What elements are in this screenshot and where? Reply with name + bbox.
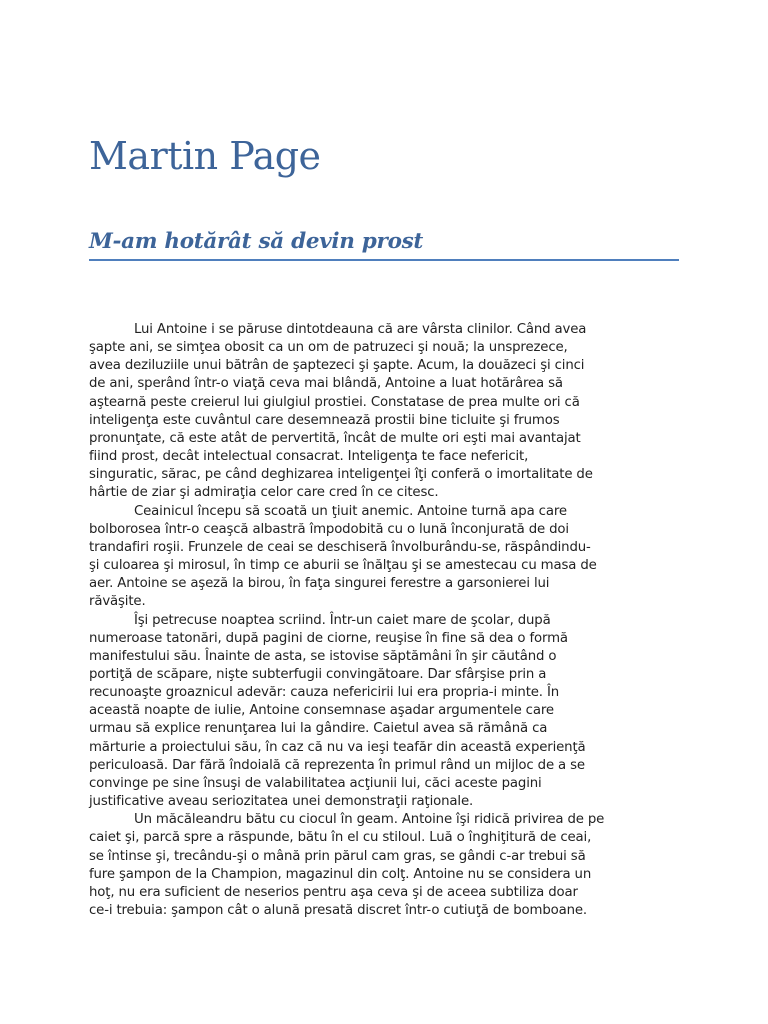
paragraph-line: hoţ, nu era suficient de neserios pentru aşa ceva şi de aceea subtiliza doar: [89, 884, 578, 900]
paragraph-line: se întinse şi, trecându-şi o mână prin părul cam gras, se gândi c-ar trebui să: [89, 848, 586, 864]
paragraph-line: justificative aveau seriozitatea unei demonstraţii raţionale.: [89, 794, 474, 810]
paragraph-line: fure şampon de la Champion, magazinul din colţ. Antoine nu se considera un: [89, 866, 592, 882]
paragraph-first-line: Îşi petrecuse noaptea scriind. Într-un caiet mare de şcolar, după: [134, 612, 551, 628]
paragraph-line: periculoasă. Dar fără îndoială că reprezenta în primul rând un mijloc de a se: [89, 757, 585, 773]
paragraph-line: această noapte de iulie, Antoine consemnase aşadar argumentele care: [89, 703, 554, 719]
paragraph-line: urmau să explice renunţarea lui la gândire. Caietul avea să rămână ca: [89, 721, 548, 737]
paragraph-line: recunoaşte groaznicul adevăr: cauza nefericirii lui era propria-i minte. În: [89, 685, 560, 701]
book-title: M-am hotărât să devin prost: [89, 229, 679, 261]
author-name: Martin Page: [89, 134, 321, 178]
paragraph-line: aştearnă peste creierul lui giulgiul prostiei. Constatase de prea multe ori că: [89, 394, 580, 410]
paragraph-line: mărturie a proiectului său, în caz că nu va ieşi teafăr din această experienţă: [89, 739, 586, 755]
paragraph-line: singuratic, sărac, pe când deghizarea inteligenţei îţi conferă o imortalitate de: [89, 467, 593, 483]
paragraph-line: manifestului său. Înainte de asta, se istovise săptămâni în şir căutând o: [89, 648, 557, 664]
paragraph-line: bolborosea într-o ceaşcă albastră împodobită cu o lună înconjurată de doi: [89, 521, 569, 537]
paragraph-first-line: Ceainicul începu să scoată un ţiuit anemic. Antoine turnă apa care: [134, 503, 567, 519]
paragraph-line: portiţă de scăpare, nişte subterfugii convingătoare. Dar sfârşise prin a: [89, 666, 547, 682]
paragraph-line: aer. Antoine se aşeză la birou, în faţa singurei ferestre a garsonierei lui: [89, 576, 550, 592]
paragraph-line: şi culoarea şi mirosul, în timp ce aburii se înălţau şi se amestecau cu masa de: [89, 558, 597, 574]
paragraph-line: numeroase tatonări, după pagini de ciorne, reuşise în fine să dea o formă: [89, 630, 568, 646]
paragraph-line: fiind prost, decât intelectual consacrat. Inteligenţa te face nefericit,: [89, 449, 529, 465]
paragraph-line: inteligenţa este cuvântul care desemnează prostii bine ticluite şi frumos: [89, 412, 560, 428]
paragraph-first-line: Lui Antoine i se păruse dintotdeauna că are vârsta clinilor. Când avea: [134, 322, 587, 337]
paragraph-line: avea deziluziile unui bătrân de şaptezeci şi şapte. Acum, la douăzeci şi cinci: [89, 358, 585, 374]
paragraph-line: caiet şi, parcă spre a răspunde, bătu în el cu stiloul. Luă o înghiţitură de ceai,: [89, 830, 592, 846]
paragraph-first-line: Un măcăleandru bătu cu ciocul în geam. Antoine îşi ridică privirea de pe: [134, 812, 605, 828]
paragraph-line: convinge pe sine însuşi de valabilitatea acţiunii lui, căci aceste pagini: [89, 775, 542, 791]
paragraph-line: hârtie de ziar şi admiraţia celor care cred în ce citesc.: [89, 485, 439, 501]
body-text: [89, 321, 679, 920]
paragraph-line: şapte ani, se simţea obosit ca un om de patruzeci şi nouă; la unsprezece,: [89, 340, 568, 356]
paragraph-line: răvăşite.: [89, 594, 146, 610]
paragraph-line: pronunţate, că este atât de pervertită, încât de multe ori eşti mai avantajat: [89, 430, 581, 446]
paragraph-line: trandafiri roşii. Frunzele de ceai se deschiseră învolburându-se, răspândindu-: [89, 539, 591, 555]
paragraph-line: de ani, sperând într-o viaţă ceva mai blândă, Antoine a luat hotărârea să: [89, 376, 563, 392]
paragraph-line: ce-i trebuia: şampon cât o alună presată discret într-o cutiuţă de bomboane.: [89, 903, 587, 918]
